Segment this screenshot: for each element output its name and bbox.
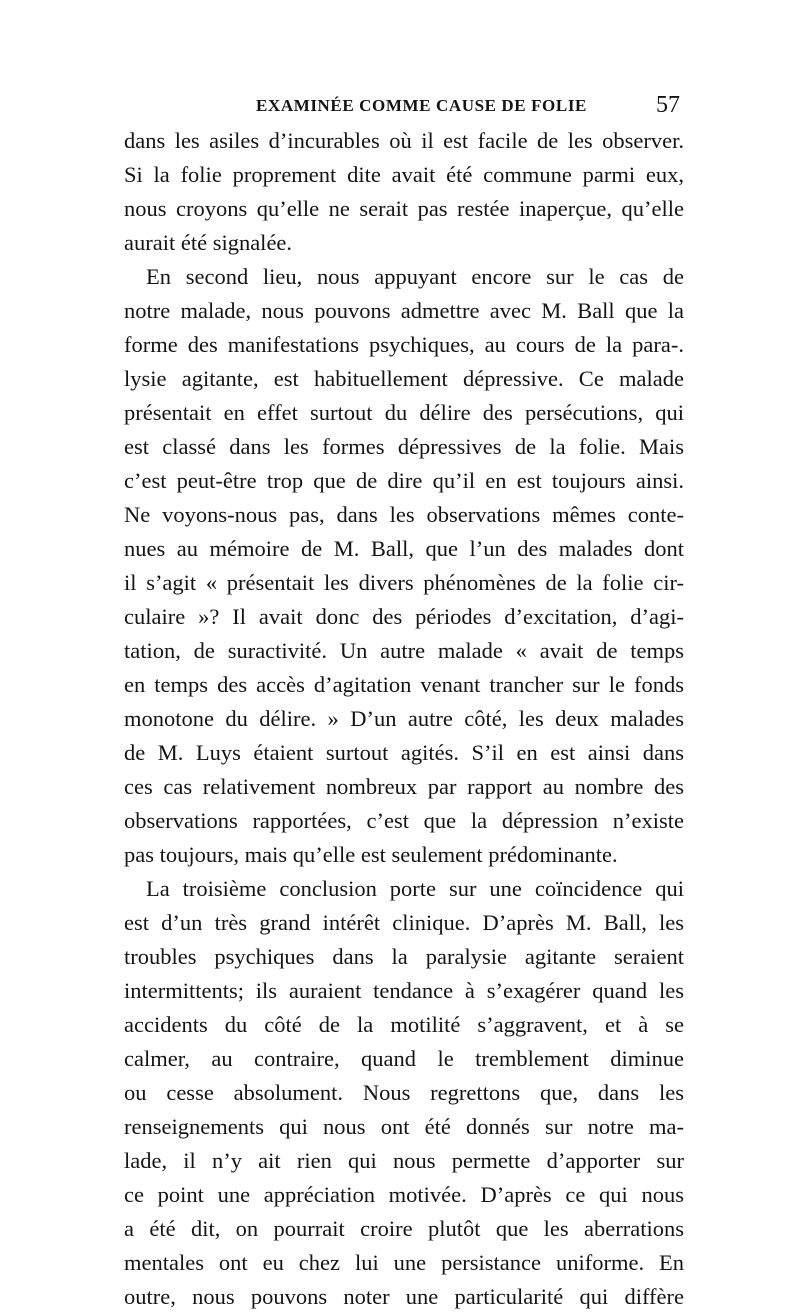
page-number: 57	[656, 92, 680, 118]
text-line: il s’agit « présentait les divers phénomènes de la folie cir-	[124, 570, 684, 595]
text-line: lade, il n’y ait rien qui nous permette d’apporter sur	[124, 1148, 684, 1173]
text-line: est d’un très grand intérêt clinique. D’après M. Ball, les	[124, 910, 684, 935]
text-line: Ne voyons-nous pas, dans les observations mêmes conte-	[124, 502, 684, 527]
text-line: aurait été signalée.	[124, 230, 293, 255]
text-line: lysie agitante, est habituellement dépressive. Ce malade	[124, 366, 684, 391]
text-line: culaire »? Il avait donc des périodes d’excitation, d’agi-	[124, 604, 684, 629]
text-line: calmer, au contraire, quand le tremblement diminue	[124, 1046, 684, 1071]
text-line: mentales ont eu chez lui une persistance uniforme. En	[124, 1250, 684, 1275]
text-line: En second lieu, nous appuyant encore sur le cas de	[146, 264, 684, 289]
text-line: nues au mémoire de M. Ball, que l’un des malades dont	[124, 536, 684, 561]
text-line: de M. Luys étaient surtout agités. S’il en est ainsi dans	[124, 740, 684, 765]
text-line: outre, nous pouvons noter une particularité qui diffère	[124, 1284, 684, 1309]
text-line: Si la folie proprement dite avait été commune parmi eux,	[124, 162, 684, 187]
text-line: ces cas relativement nombreux par rapport au nombre des	[124, 774, 684, 799]
text-line: est classé dans les formes dépressives de la folie. Mais	[124, 434, 684, 459]
text-line: tation, de suractivité. Un autre malade « avait de temps	[124, 638, 684, 663]
text-line: notre malade, nous pouvons admettre avec M. Ball que la	[124, 298, 684, 323]
text-line: monotone du délire. » D’un autre côté, les deux malades	[124, 706, 684, 731]
text-line: intermittents; ils auraient tendance à s’exagérer quand les	[124, 978, 684, 1003]
text-line: renseignements qui nous ont été donnés sur notre ma-	[124, 1114, 684, 1139]
text-line: La troisième conclusion porte sur une coïncidence qui	[146, 876, 684, 901]
text-line: ce point une appréciation motivée. D’après ce qui nous	[124, 1182, 684, 1207]
text-line: c’est peut-être trop que de dire qu’il en est toujours ainsi.	[124, 468, 684, 493]
text-line: dans les asiles d’incurables où il est facile de les observer.	[124, 128, 684, 153]
body-text	[124, 124, 684, 1314]
text-line: forme des manifestations psychiques, au cours de la para-.	[124, 332, 684, 357]
running-title: EXAMINÉE COMME CAUSE DE FOLIE	[256, 96, 587, 115]
text-line: nous croyons qu’elle ne serait pas restée inaperçue, qu’elle	[124, 196, 684, 221]
text-line: en temps des accès d’agitation venant trancher sur le fonds	[124, 672, 684, 697]
text-line: observations rapportées, c’est que la dépression n’existe	[124, 808, 684, 833]
running-head	[124, 92, 684, 122]
text-line: accidents du côté de la motilité s’aggravent, et à se	[124, 1012, 684, 1037]
text-line: troubles psychiques dans la paralysie agitante seraient	[124, 944, 684, 969]
text-line: a été dit, on pourrait croire plutôt que les aberrations	[124, 1216, 684, 1241]
text-line: présentait en effet surtout du délire des persécutions, qui	[124, 400, 684, 425]
text-line: ou cesse absolument. Nous regrettons que, dans les	[124, 1080, 684, 1105]
text-line: pas toujours, mais qu’elle est seulement prédominante.	[124, 842, 618, 867]
